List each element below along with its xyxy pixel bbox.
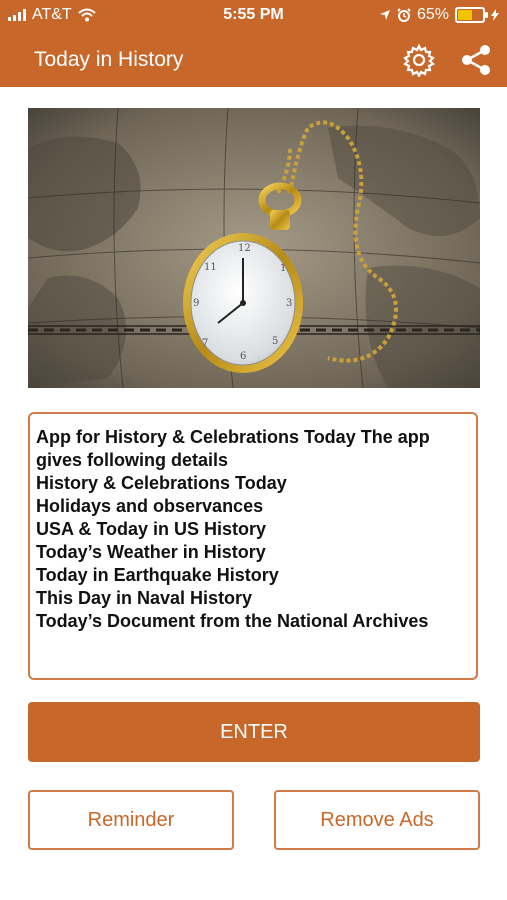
share-button[interactable] — [456, 40, 496, 80]
location-icon — [379, 9, 391, 21]
hero-image — [28, 108, 480, 388]
settings-button[interactable] — [399, 40, 439, 80]
status-right — [379, 6, 499, 24]
pocket-watch-map-illustration — [28, 108, 480, 388]
description-line: This Day in Naval History — [36, 588, 253, 608]
page-title: Today in History — [34, 48, 184, 71]
gear-icon — [402, 43, 436, 77]
top-bar — [0, 0, 507, 87]
description-line: Holidays and observances — [36, 496, 264, 516]
svg-text:6: 6 — [240, 351, 247, 362]
description-line: History & Celebrations Today — [36, 473, 287, 493]
status-bar — [0, 0, 507, 30]
description-line: Today’s Weather in History — [36, 542, 266, 562]
svg-text:3: 3 — [286, 298, 293, 309]
status-time: 5:55 PM — [223, 6, 284, 23]
enter-button[interactable]: ENTER — [28, 702, 480, 762]
svg-text:12: 12 — [238, 243, 251, 254]
svg-text:9: 9 — [193, 298, 200, 309]
battery-icon — [455, 7, 485, 23]
description-line: App for History & Celebrations Today The app — [36, 427, 430, 447]
alarm-icon — [397, 8, 411, 22]
svg-text:1: 1 — [280, 263, 287, 274]
svg-text:7: 7 — [202, 338, 209, 349]
description-box — [28, 412, 478, 680]
description-line: USA & Today in US History — [36, 519, 267, 539]
svg-text:5: 5 — [272, 336, 279, 347]
svg-text:11: 11 — [204, 262, 217, 273]
charging-icon — [491, 9, 499, 21]
description-line: Today’s Document from the National Archives — [36, 611, 429, 631]
carrier-label: AT&T — [32, 6, 72, 23]
description-line: gives following details — [36, 450, 229, 470]
remove-ads-button[interactable]: Remove Ads — [274, 790, 480, 850]
description-line: Today in Earthquake History — [36, 565, 279, 585]
reminder-button[interactable]: Reminder — [28, 790, 234, 850]
share-icon — [459, 43, 493, 77]
battery-percent: 65% — [416, 6, 449, 23]
